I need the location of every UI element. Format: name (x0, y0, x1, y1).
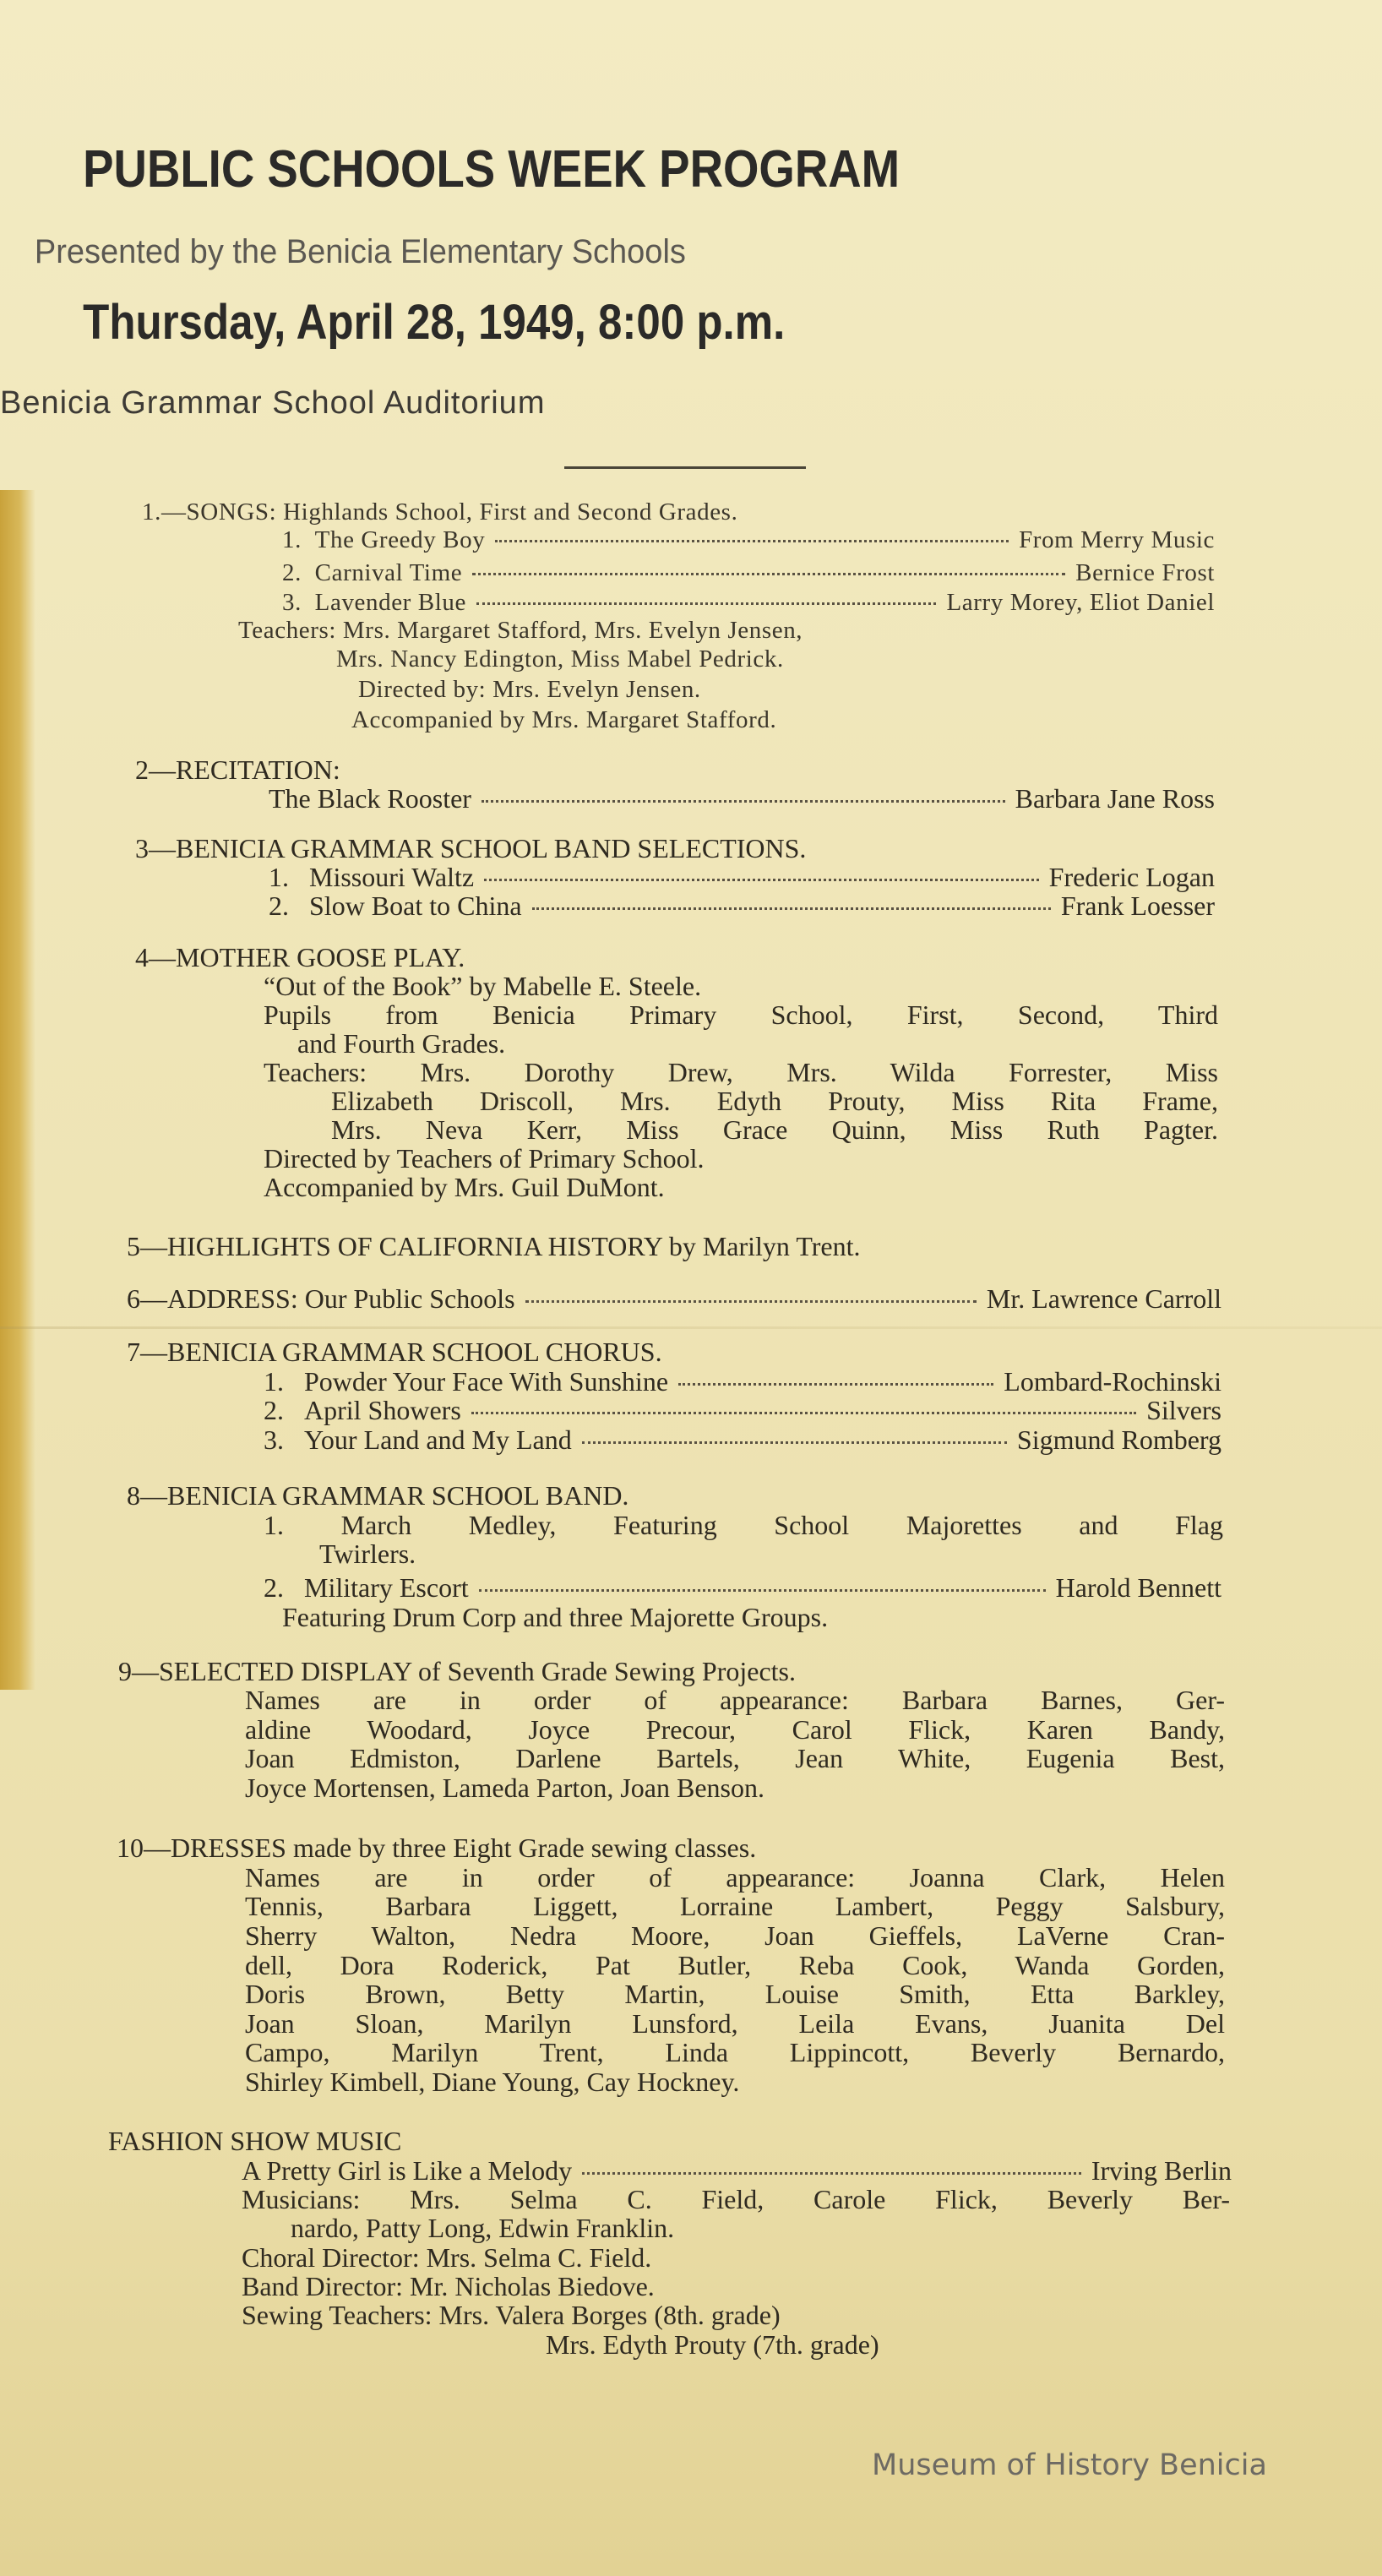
band-item-1-cont: Twirlers. (319, 1539, 416, 1569)
section-2-heading: 2—RECITATION: (135, 754, 340, 785)
program-item (269, 785, 1215, 812)
item-number: 1. (282, 526, 302, 553)
item-title: The Black Rooster (269, 783, 471, 814)
item-credit: Sigmund Romberg (1016, 1424, 1221, 1455)
play-pupils: Pupils from Benicia Primary School, First, Second, Third (264, 999, 1218, 1030)
fashion-musicians-cont: nardo, Patty Long, Edwin Franklin. (291, 2213, 675, 2243)
dress-names: Joan Sloan, Marilyn Lunsford, Leila Evans, Juanita Del (245, 2008, 1225, 2039)
program-item (264, 1397, 1221, 1424)
item-title: April Showers (304, 1395, 461, 1425)
play-teachers-cont: Elizabeth Driscoll, Mrs. Edyth Prouty, Miss Rita Frame, (331, 1086, 1218, 1116)
item-title: Carnival Time (314, 559, 463, 586)
item-title: 6—ADDRESS: Our Public Schools (127, 1283, 515, 1314)
play-pupils-cont: and Fourth Grades. (297, 1028, 506, 1059)
section-1-heading: 1.—SONGS: Highlands School, First and Second Grades. (142, 498, 738, 526)
item-credit: Irving Berlin (1091, 2155, 1232, 2186)
program-item (264, 1368, 1221, 1395)
watermark: Museum of History Benicia (872, 2448, 1267, 2482)
play-title: “Out of the Book” by Mabelle E. Steele. (264, 971, 702, 1001)
dress-names: dell, Dora Roderick, Pat Butler, Reba Cook, Wanda Gorden, (245, 1950, 1225, 1980)
item-number: 3. (264, 1424, 284, 1455)
item-credit: Lombard-Rochinski (1004, 1366, 1221, 1397)
leader-dots (471, 1410, 1136, 1414)
item-credit: Mr. Lawrence Carroll (986, 1283, 1221, 1314)
leader-dots (582, 1440, 1007, 1444)
program-item (269, 863, 1215, 890)
leader-dots (484, 877, 1039, 881)
dress-names: Names are in order of appearance: Joanna Clark, Helen (245, 1862, 1225, 1893)
sewing-names: Joyce Mortensen, Lameda Parton, Joan Benson. (245, 1773, 764, 1803)
program-item (269, 892, 1215, 919)
play-teachers: Teachers: Mrs. Dorothy Drew, Mrs. Wilda Forrester, Miss (264, 1057, 1218, 1087)
program-item (282, 526, 1215, 553)
leader-dots (495, 538, 1009, 542)
leader-dots (472, 571, 1065, 575)
section-7-heading: 7—BENICIA GRAMMAR SCHOOL CHORUS. (127, 1337, 662, 1367)
item-number: 2. (264, 1395, 284, 1425)
section-8-heading: 8—BENICIA GRAMMAR SCHOOL BAND. (127, 1480, 629, 1511)
item-credit: Barbara Jane Ross (1015, 783, 1215, 814)
event-date: Thursday, April 28, 1949, 8:00 p.m. (83, 295, 786, 350)
event-venue: Benicia Grammar School Auditorium (0, 385, 546, 421)
item-title: Lavender Blue (314, 589, 466, 616)
leader-dots (482, 798, 1005, 803)
dress-names: Sherry Walton, Nedra Moore, Joan Gieffels, LaVerne Cran- (245, 1920, 1225, 1951)
paper-fold (0, 1326, 1382, 1329)
dress-names: Shirley Kimbell, Diane Young, Cay Hockney. (245, 2067, 740, 2097)
program-item (264, 1426, 1221, 1453)
section-4-heading: 4—MOTHER GOOSE PLAY. (135, 942, 465, 972)
item-title: Military Escort (304, 1572, 469, 1603)
item-credit: Silvers (1146, 1395, 1221, 1425)
program-item (282, 559, 1215, 586)
presented-by: Presented by the Benicia Elementary Schools (34, 233, 686, 270)
sewing-names: aldine Woodard, Joyce Precour, Carol Flick, Karen Bandy, (245, 1714, 1225, 1745)
item-number: 3. (282, 589, 302, 616)
item-credit: Bernice Frost (1075, 559, 1215, 586)
play-teachers-cont: Mrs. Neva Kerr, Miss Grace Quinn, Miss Ruth Pagter. (331, 1114, 1218, 1145)
sewing-names: Joan Edmiston, Darlene Bartels, Jean White, Eugenia Best, (245, 1743, 1225, 1773)
section-5-heading: 5—HIGHLIGHTS OF CALIFORNIA HISTORY by Marilyn Trent. (127, 1231, 861, 1261)
fashion-heading: FASHION SHOW MUSIC (108, 2126, 402, 2156)
section-6-item (127, 1285, 1221, 1312)
leader-dots (532, 906, 1051, 910)
leader-dots (525, 1299, 977, 1303)
item-number: 2. (269, 890, 289, 921)
program-item (264, 1574, 1221, 1601)
sewing-teachers: Sewing Teachers: Mrs. Valera Borges (8th. grade) (242, 2300, 781, 2330)
item-title: Missouri Waltz (309, 862, 475, 892)
leader-dots (476, 601, 937, 605)
item-credit: Harold Bennett (1055, 1572, 1221, 1603)
play-accompanist: Accompanied by Mrs. Guil DuMont. (264, 1172, 665, 1202)
dress-names: Doris Brown, Betty Martin, Louise Smith, Etta Barkley, (245, 1979, 1225, 2009)
section-10-heading: 10—DRESSES made by three Eight Grade sewing classes. (117, 1833, 757, 1863)
item-number: 2. (282, 559, 302, 586)
header-divider (564, 466, 806, 469)
leader-dots (678, 1381, 993, 1386)
program-item (242, 2157, 1232, 2184)
section-1-teachers: Teachers: Mrs. Margaret Stafford, Mrs. Evelyn Jensen, (238, 617, 803, 644)
section-1-teachers-cont: Mrs. Nancy Edington, Miss Mabel Pedrick. (336, 645, 784, 673)
band-item-1: 1. March Medley, Featuring School Majorettes and Flag (264, 1510, 1223, 1540)
section-1-director: Directed by: Mrs. Evelyn Jensen. (358, 676, 701, 703)
program-item (282, 589, 1215, 616)
item-number: 2. (264, 1572, 284, 1603)
fashion-musicians: Musicians: Mrs. Selma C. Field, Carole Flick, Beverly Ber- (242, 2184, 1230, 2214)
item-credit: Frederic Logan (1048, 862, 1215, 892)
program-title: PUBLIC SCHOOLS WEEK PROGRAM (83, 140, 900, 199)
leader-dots (479, 1588, 1046, 1592)
item-number: 1. (269, 862, 289, 892)
item-title: Powder Your Face With Sunshine (304, 1366, 669, 1397)
band-note: Featuring Drum Corp and three Majorette Groups. (282, 1602, 829, 1632)
band-director: Band Director: Mr. Nicholas Biedove. (242, 2271, 655, 2301)
item-title: Your Land and My Land (304, 1424, 572, 1455)
sewing-teachers-cont: Mrs. Edyth Prouty (7th. grade) (546, 2329, 879, 2360)
choral-director: Choral Director: Mrs. Selma C. Field. (242, 2242, 652, 2273)
play-director: Directed by Teachers of Primary School. (264, 1143, 705, 1174)
item-title: The Greedy Boy (314, 526, 486, 553)
item-credit: Frank Loesser (1060, 890, 1215, 921)
item-credit: Larry Morey, Eliot Daniel (946, 589, 1215, 616)
leader-dots (582, 2170, 1081, 2175)
item-title: Slow Boat to China (309, 890, 522, 921)
dress-names: Tennis, Barbara Liggett, Lorraine Lambert, Peggy Salsbury, (245, 1891, 1225, 1921)
section-3-heading: 3—BENICIA GRAMMAR SCHOOL BAND SELECTIONS. (135, 833, 807, 863)
sewing-names: Names are in order of appearance: Barbara Barnes, Ger- (245, 1685, 1225, 1715)
item-credit: From Merry Music (1019, 526, 1215, 553)
item-number: 1. (264, 1366, 284, 1397)
paper-stain (0, 490, 35, 1690)
section-1-accompanist: Accompanied by Mrs. Margaret Stafford. (351, 706, 777, 733)
section-9-heading: 9—SELECTED DISPLAY of Seventh Grade Sewing Projects. (118, 1656, 796, 1686)
dress-names: Campo, Marilyn Trent, Linda Lippincott, Beverly Bernardo, (245, 2037, 1225, 2067)
item-title: A Pretty Girl is Like a Melody (242, 2155, 573, 2186)
